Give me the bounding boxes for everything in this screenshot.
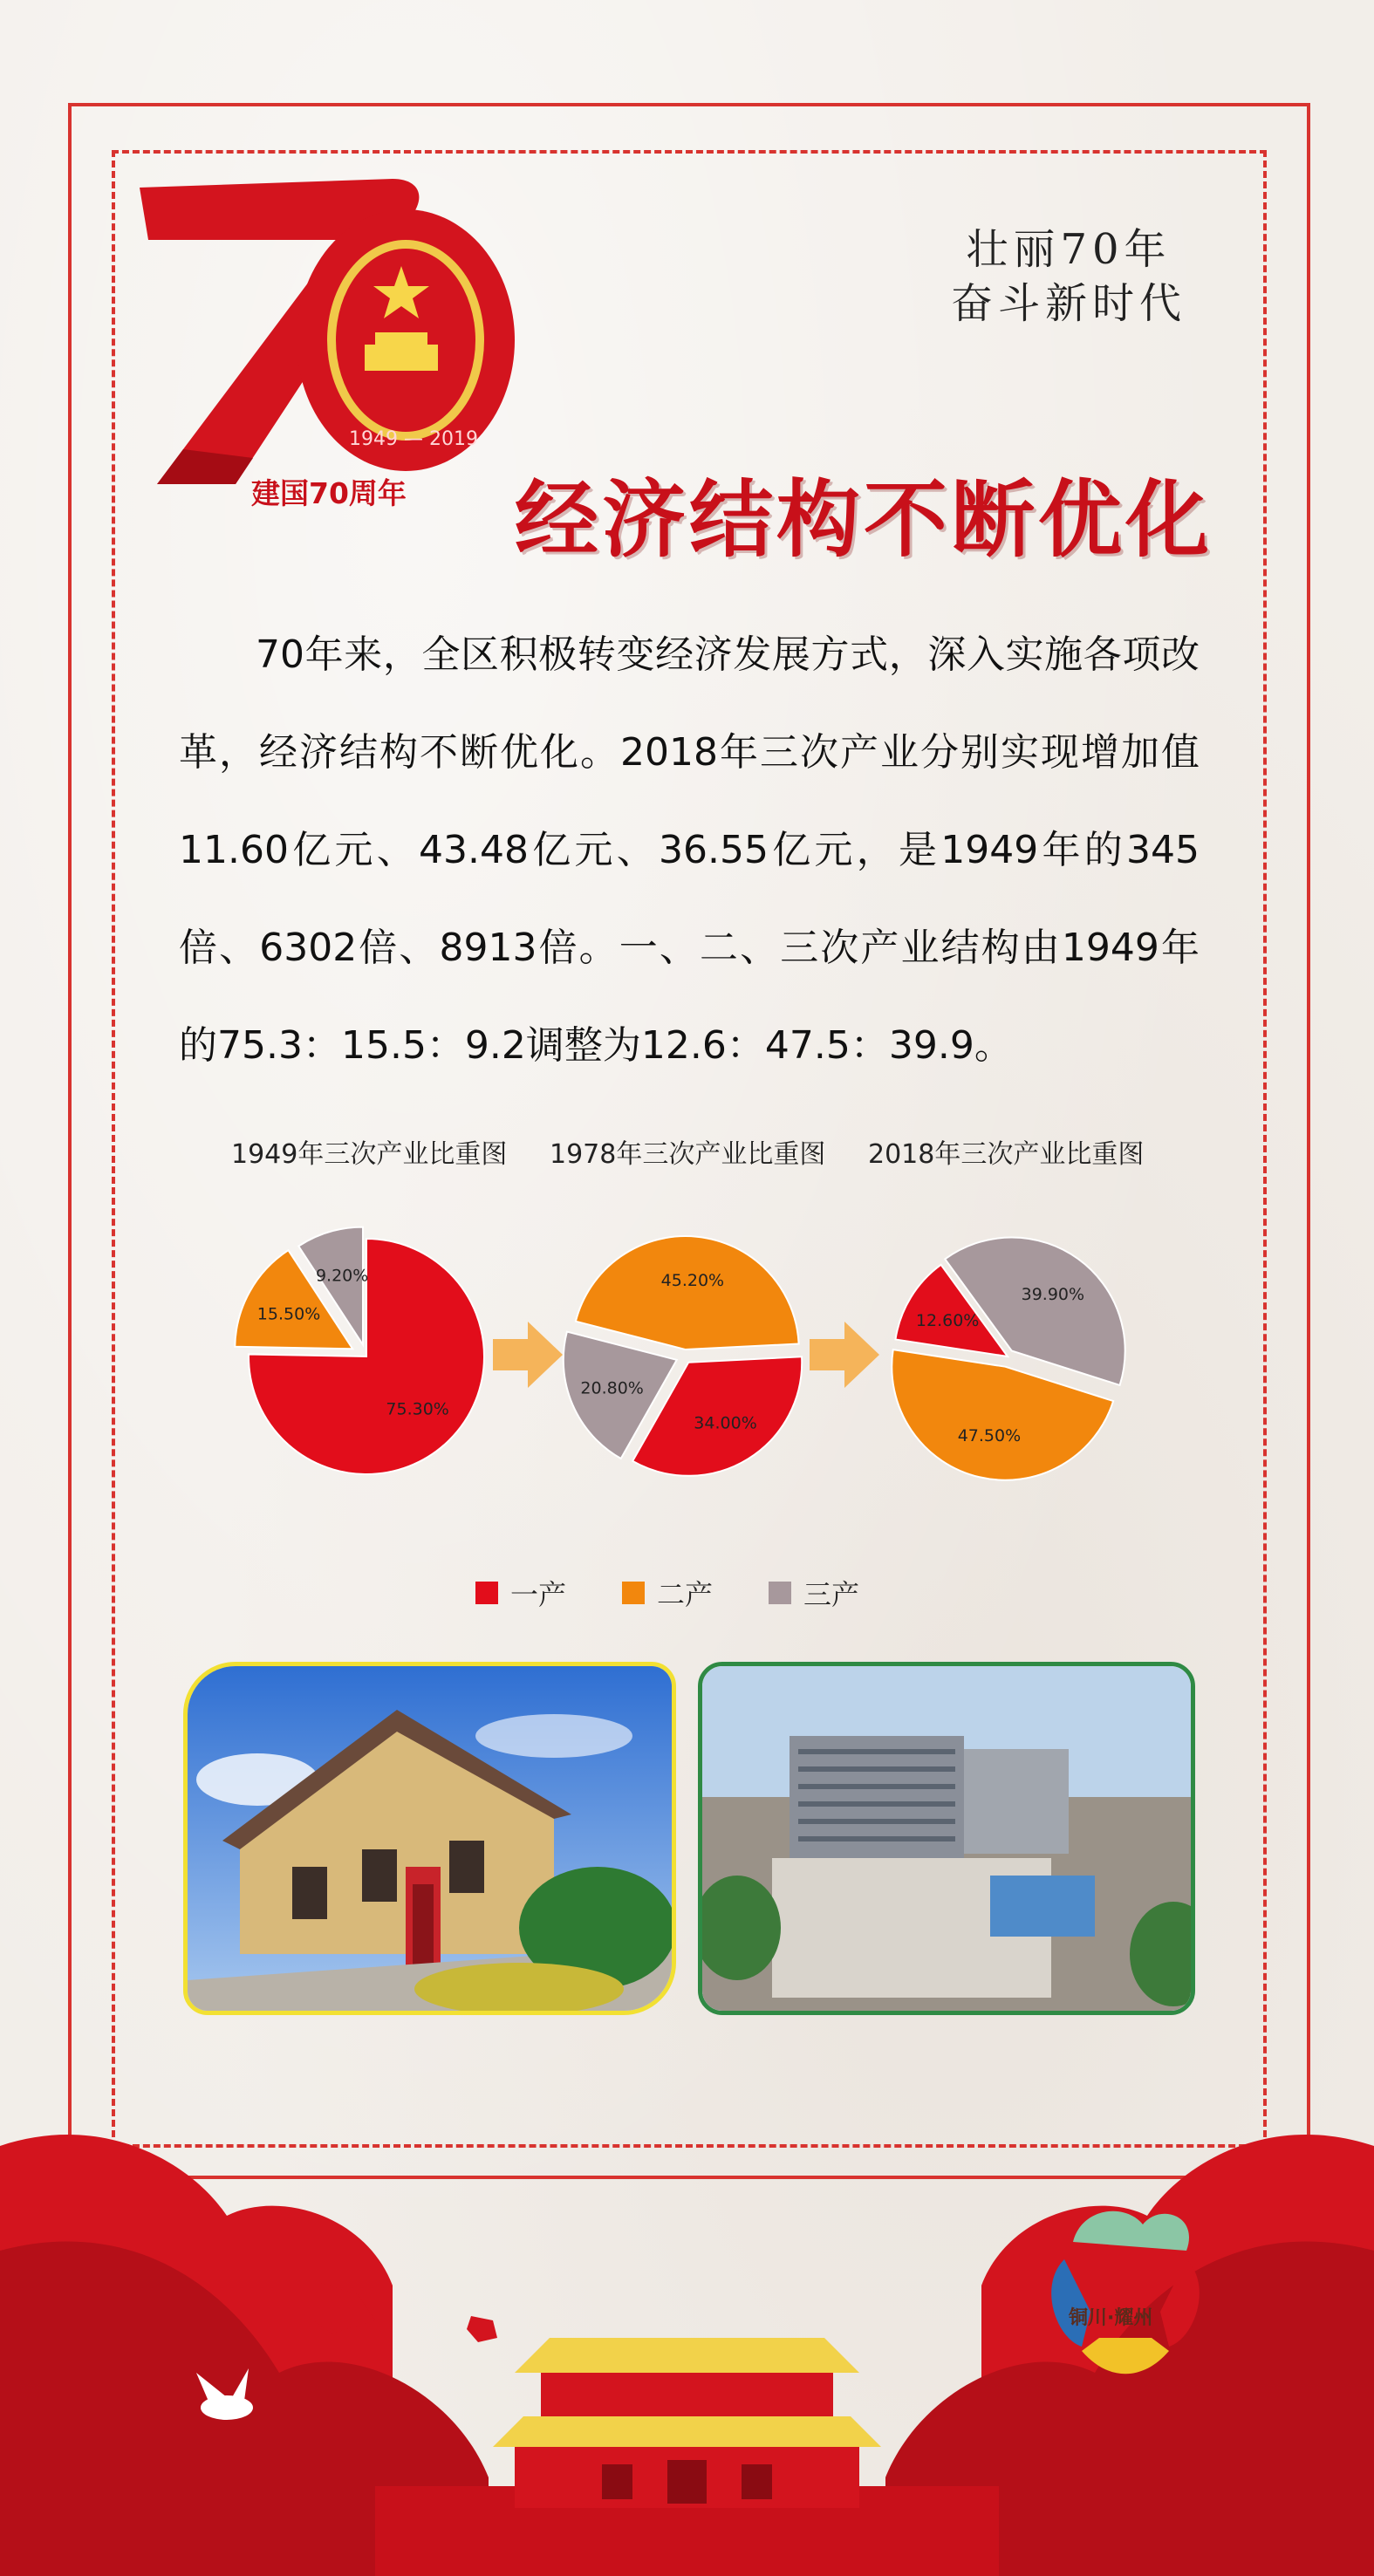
badge-years: 1949 — 2019: [349, 428, 478, 450]
pie-data-label: 34.00%: [694, 1413, 757, 1433]
motto-line-1: 壮丽70年: [966, 225, 1172, 274]
photo-city-buildings: [698, 1662, 1195, 2015]
legend-label: 二产: [657, 1578, 714, 1611]
photo-european-style-street: [183, 1662, 676, 2015]
legend-label: 一产: [510, 1578, 567, 1611]
pie-title-1949: 1949年三次产业比重图: [231, 1139, 508, 1170]
legend-item-primary: [475, 1573, 566, 1613]
pie-title-1978: 1978年三次产业比重图: [550, 1139, 826, 1170]
motto-line-2: 奋斗新时代: [950, 279, 1186, 328]
pie-title-2018: 2018年三次产业比重图: [868, 1139, 1145, 1170]
page-title: 经济结构不断优化: [515, 471, 1213, 569]
legend: [475, 1573, 859, 1613]
legend-label: 三产: [803, 1578, 860, 1611]
legend-swatch: [769, 1582, 791, 1604]
pie-data-label: 47.50%: [957, 1426, 1022, 1446]
pie-slice-二产: [576, 1236, 799, 1349]
legend-swatch: [475, 1582, 498, 1604]
pie-data-label: 45.20%: [660, 1270, 725, 1290]
pie-data-label: 39.90%: [1021, 1285, 1085, 1305]
anniversary-text: 建国70周年: [251, 476, 407, 510]
legend-item-tertiary: [769, 1573, 859, 1613]
arrow-right-icon: [493, 1322, 563, 1388]
body-paragraph: 70年来，全区积极转变经济发展方式，深入实施各项改革，经济结构不断优化。2018年三次产业分别实现增加值11.60亿元、43.48亿元、36.55亿元，是1949年的345倍、6302倍、8913倍。一、二、三次产业结构由1949年的75.3：15.5：9.2调整为12.6：47.5：39.9。: [179, 632, 1200, 1068]
pie-data-label: 75.30%: [386, 1399, 449, 1419]
arrow-right-icon: [810, 1322, 879, 1388]
pie-data-label: 9.20%: [315, 1266, 369, 1286]
pie-data-label: 12.60%: [915, 1311, 980, 1331]
legend-swatch: [622, 1582, 645, 1604]
brand-logo-icon: [1047, 2207, 1204, 2381]
legend-item-secondary: [622, 1573, 713, 1613]
pie-data-label: 20.80%: [580, 1378, 644, 1398]
brand-text: 铜川·耀州: [1069, 2307, 1153, 2329]
pie-data-label: 15.50%: [256, 1304, 321, 1324]
